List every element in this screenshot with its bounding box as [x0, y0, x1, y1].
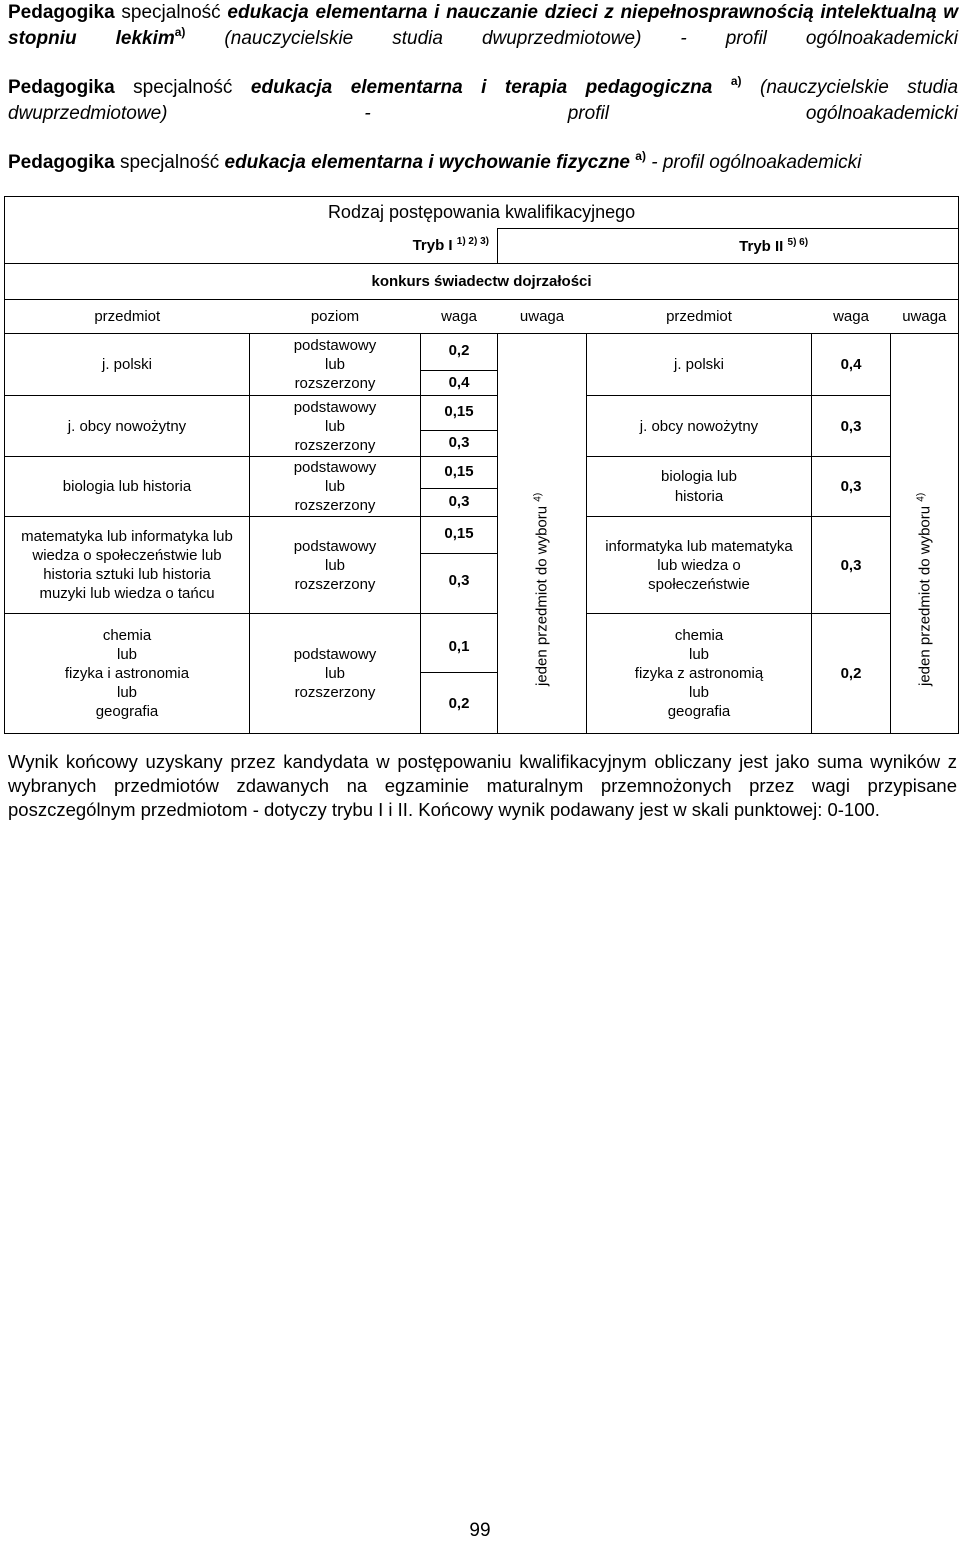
weight-2: 0,3 [812, 457, 891, 517]
level-or: lub [324, 478, 346, 495]
heading-1-program: Pedagogika [8, 2, 115, 23]
level-basic: podstawowy [293, 337, 377, 354]
table-row [5, 614, 959, 734]
level-cell [250, 457, 421, 517]
subject-2-line: historia [674, 487, 724, 505]
level-or: lub [324, 417, 346, 435]
weight-cell [421, 614, 498, 734]
level-cell [250, 396, 421, 457]
subject-1-line: wiedza o społeczeństwie lub [32, 547, 222, 564]
note-vertical-2-sup: 4) [915, 492, 927, 502]
subject-2-line: biologia lub [661, 467, 737, 485]
heading-2-spec-name: edukacja elementarna i terapia pedagogiczna [250, 77, 713, 98]
weight-2: 0,4 [812, 334, 891, 396]
subject-2-line: fizyka z astronomią [634, 665, 764, 682]
weight-cell [421, 457, 498, 517]
col-header-subject-1: przedmiot [5, 300, 250, 334]
weight-basic: 0,15 [444, 525, 474, 542]
mode-2-header [498, 229, 959, 264]
mode-2-notes: 5) 6) [787, 236, 809, 248]
level-basic: podstawowy [293, 537, 377, 555]
subject-1-polish: j. polski [5, 334, 250, 396]
weight-basic: 0,15 [444, 463, 474, 480]
heading-2 [8, 75, 958, 127]
level-extended: rozszerzony [294, 684, 376, 701]
subject-2-line: informatyka lub matematyka [605, 537, 793, 555]
subject-2-polish [587, 334, 812, 396]
weight-extended: 0,3 [421, 430, 497, 451]
table-row [5, 517, 959, 614]
subject-1-line: fizyka i astronomia [64, 665, 190, 682]
weight-2: 0,3 [812, 396, 891, 457]
heading-2-note: a) [730, 74, 742, 88]
subject-2-line: lub [688, 646, 710, 663]
subject-1-line: matematyka lub informatyka lub [21, 528, 233, 545]
heading-1-spec: specjalność [121, 2, 221, 23]
level-cell [250, 334, 421, 396]
heading-3-suffix: - profil ogólnoakademicki [651, 152, 862, 173]
weight-cell [421, 396, 498, 457]
heading-2-spec: specjalność [133, 77, 233, 98]
weight-extended: 0,4 [421, 370, 497, 391]
level-cell [250, 614, 421, 734]
subject-2-bio-hist [587, 457, 812, 517]
level-basic: podstawowy [293, 459, 377, 476]
subject-2-line: j. obcy nowożytny [639, 417, 759, 435]
subject-1-science-group [5, 614, 250, 734]
note-vertical-2-text: jeden przedmiot do wyboru [916, 505, 934, 686]
heading-3-note: a) [635, 149, 646, 163]
level-extended: rozszerzony [294, 436, 376, 454]
level-or: lub [324, 665, 346, 682]
subject-2-line: lub wiedza o [657, 556, 741, 574]
mode-2-label: Tryb II [739, 237, 784, 255]
mode-1-label: Tryb I [412, 237, 453, 255]
subject-2-foreign [587, 396, 812, 457]
subject-2-line: lub [688, 684, 710, 701]
subject-1-line: geografia [95, 703, 159, 720]
level-extended: rozszerzony [294, 375, 376, 392]
weight-cell [421, 334, 498, 396]
note-vertical-1-text: jeden przedmiot do wyboru [533, 505, 551, 686]
heading-3-program: Pedagogika [8, 152, 115, 173]
subject-1-math-group [5, 517, 250, 614]
subject-2-line: społeczeństwie [648, 575, 750, 593]
note-cell-1 [498, 334, 587, 734]
competition-subheader: konkurs świadectw dojrzałości [5, 264, 959, 300]
weight-2: 0,3 [812, 517, 891, 614]
level-basic: podstawowy [293, 398, 377, 416]
qualification-table [4, 196, 958, 732]
col-header-weight-2: waga [812, 300, 891, 334]
weight-basic: 0,2 [448, 342, 470, 359]
page-number: 99 [469, 1520, 491, 1541]
level-or: lub [324, 356, 346, 373]
subject-2-line: j. polski [673, 356, 725, 373]
weight-cell [421, 517, 498, 614]
note-vertical-1-sup: 4) [532, 492, 544, 502]
col-header-note-1: uwaga [498, 300, 587, 334]
mode-1-notes: 1) 2) 3) [456, 236, 489, 248]
weight-2: 0,2 [812, 614, 891, 734]
note-cell-2 [891, 334, 959, 734]
note-vertical-1 [534, 493, 551, 686]
subject-1-line: muzyki lub wiedza o tańcu [39, 585, 215, 602]
level-or: lub [324, 556, 346, 574]
table-row [5, 334, 959, 396]
weight-extended: 0,3 [421, 553, 497, 589]
level-basic: podstawowy [293, 646, 377, 663]
table-row [5, 457, 959, 517]
heading-2-program: Pedagogika [8, 77, 115, 98]
heading-1-suffix: (nauczycielskie studia dwuprzedmiotowe) - profil ogólnoakademicki [224, 28, 958, 49]
subject-1-bio-hist: biologia lub historia [5, 457, 250, 517]
col-header-subject-2: przedmiot [587, 300, 812, 334]
col-header-level: poziom [250, 300, 421, 334]
heading-3-spec-name: edukacja elementarna i wychowanie fizyczne [224, 152, 630, 173]
level-extended: rozszerzony [294, 497, 376, 514]
subject-2-science-group [587, 614, 812, 734]
weight-basic: 0,1 [448, 638, 470, 655]
level-extended: rozszerzony [294, 575, 376, 593]
subject-1-line: historia sztuki lub historia [43, 566, 211, 583]
mode-1-header [5, 229, 498, 264]
subject-2-line: geografia [667, 703, 731, 720]
table-title: Rodzaj postępowania kwalifikacyjnego [5, 197, 959, 229]
heading-3-spec: specjalność [119, 152, 220, 173]
subject-2-math-group [587, 517, 812, 614]
subject-1-line: lub [116, 684, 138, 701]
heading-1 [8, 0, 958, 52]
col-header-weight-1: waga [421, 300, 498, 334]
table-row [5, 396, 959, 457]
level-cell [250, 517, 421, 614]
subject-1-line: lub [116, 646, 138, 663]
weight-basic: 0,15 [444, 403, 474, 420]
summary-paragraph: Wynik końcowy uzyskany przez kandydata w postępowaniu kwalifikacyjnym obliczany jest jako suma wyników z wybranych przedmiotów zdawanych na egzaminie maturalnym przemnożonych przez wagi przypisane poszczególnym przedmiotom - dotyczy trybu I i II. Końcowy wynik podawany jest w skali punktowej: 0-100. [8, 751, 957, 820]
subject-1-foreign: j. obcy nowożytny [5, 396, 250, 457]
weight-extended: 0,3 [421, 488, 497, 510]
heading-1-note: a) [174, 25, 186, 39]
subject-1-line: chemia [102, 627, 152, 644]
weight-extended: 0,2 [421, 672, 497, 712]
subject-2-line: chemia [674, 627, 724, 644]
heading-3 [8, 150, 958, 176]
heading-2-suffix: (nauczycielskie studia dwuprzedmiotowe) - profil ogólnoakademicki [8, 77, 959, 124]
note-vertical-2 [916, 493, 933, 686]
col-header-note-2: uwaga [891, 300, 959, 334]
heading-1-spec-name: edukacja elementarna i nauczanie dzieci z niepełnosprawnością intelektualną w stopniu lekkim [8, 2, 959, 49]
